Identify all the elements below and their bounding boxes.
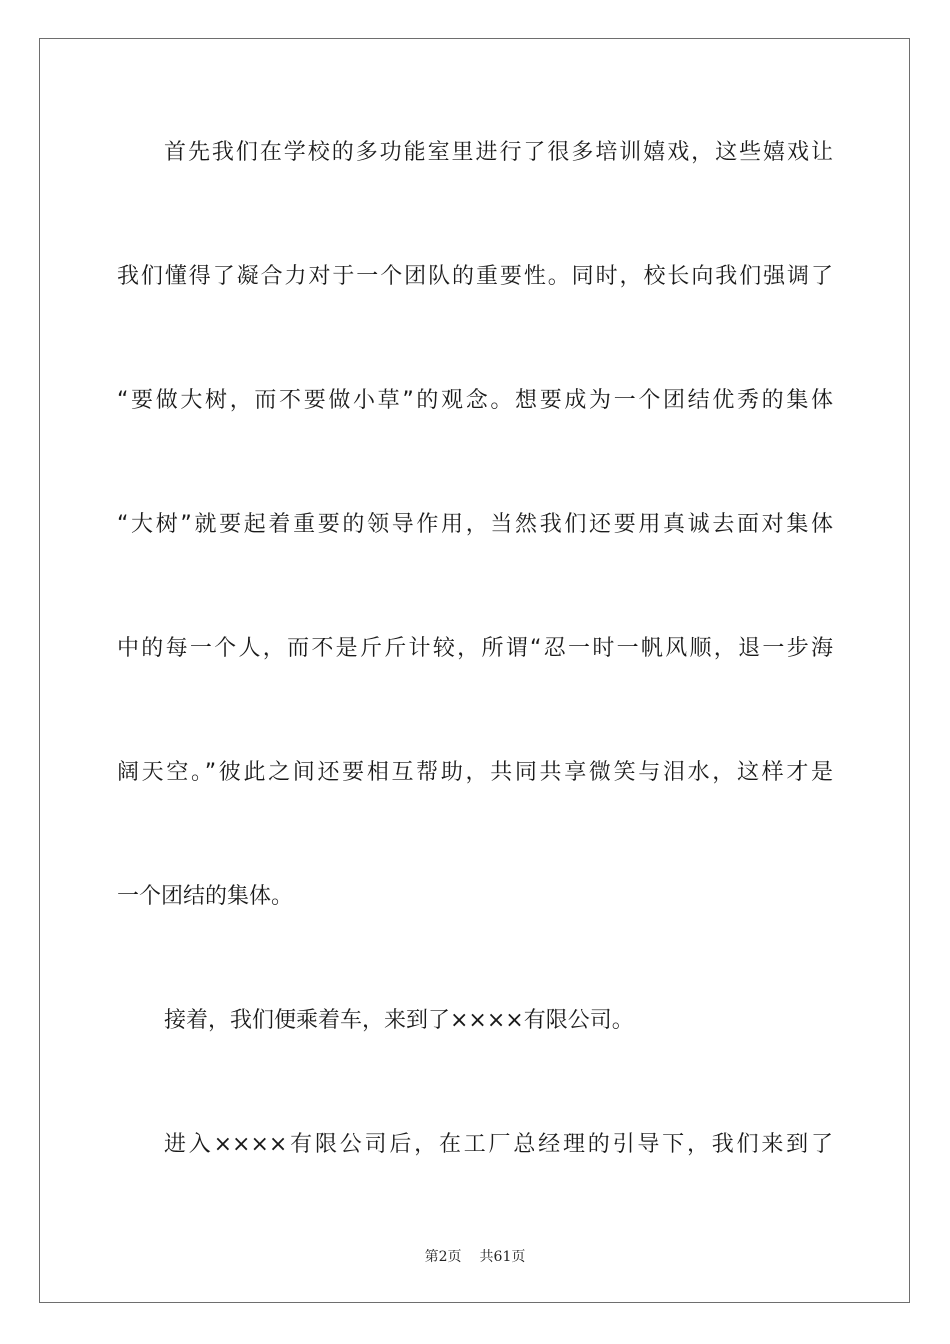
paragraph-line: 首先我们在学校的多功能室里进行了很多培训嬉戏，这些嬉戏让 xyxy=(164,140,833,165)
paragraph-line: “大树”就要起着重要的领导作用，当然我们还要用真诚去面对集体 xyxy=(117,512,833,537)
paragraph-line: 进入××××有限公司后，在工厂总经理的引导下，我们来到了 xyxy=(164,1132,833,1157)
paragraph-line: 阔天空。”彼此之间还要相互帮助，共同共享微笑与泪水，这样才是 xyxy=(117,760,833,785)
paragraph-line: 接着，我们便乘着车，来到了××××有限公司。 xyxy=(164,1008,634,1033)
page-frame xyxy=(39,38,910,1303)
paragraph-line: “要做大树，而不要做小草”的观念。想要成为一个团结优秀的集体 xyxy=(117,388,833,413)
paragraph-line: 中的每一个人，而不是斤斤计较，所谓“忍一时一帆风顺，退一步海 xyxy=(117,636,833,661)
paragraph-line: 一个团结的集体。 xyxy=(117,884,294,909)
page-number: 第2页 xyxy=(424,1249,462,1265)
paragraph-line: 我们懂得了凝合力对于一个团队的重要性。同时，校长向我们强调了 xyxy=(117,264,833,289)
page-total: 共61页 xyxy=(479,1249,526,1265)
page-footer xyxy=(0,1248,950,1266)
